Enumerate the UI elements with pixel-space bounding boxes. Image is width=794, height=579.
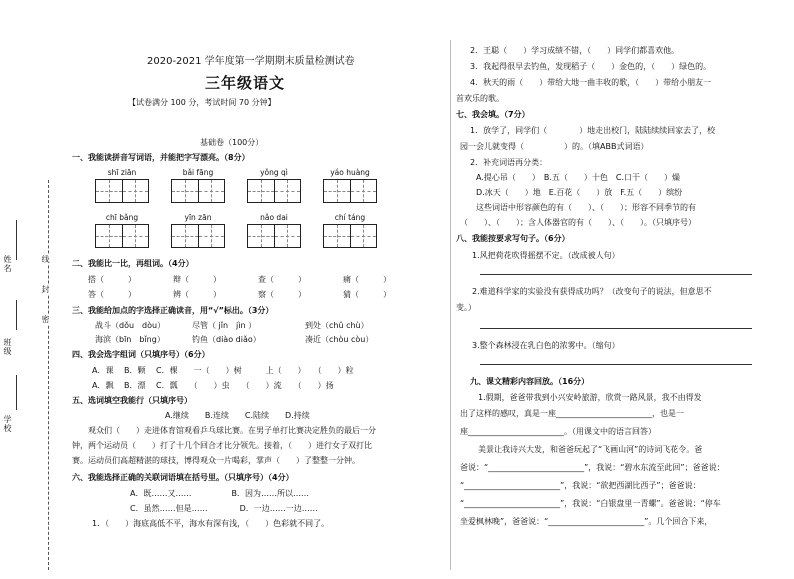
q5-title: 五、选词填空我能行（只填序号） bbox=[72, 396, 192, 405]
q4-row[interactable]: A．飘 B．漂 C．瓢 （ ）虫 （ ）流 （ ）扬 bbox=[92, 381, 334, 390]
writing-grid[interactable] bbox=[247, 224, 301, 248]
answer-line[interactable] bbox=[480, 364, 752, 365]
q9-text[interactable]: 爸说：“________________________”，我说：“碧水东流至此回”；爸爸说： bbox=[460, 463, 725, 472]
pinyin-5: chī bǎng bbox=[105, 213, 139, 222]
q2-item[interactable]: 察（ ） bbox=[258, 290, 306, 299]
q2-item[interactable]: 答（ ） bbox=[88, 290, 136, 299]
q7-item-1-cont[interactable]: 园一会儿就变得（ ）的。（填ABB式词语） bbox=[460, 142, 649, 151]
class-underline bbox=[16, 300, 17, 330]
q4-row[interactable]: A．课 B．颗 C．棵 一（ ）树 上（ ） （ ）粒 bbox=[92, 366, 354, 375]
q2-item[interactable]: 查（ ） bbox=[258, 275, 306, 284]
q9-text[interactable]: 座________________________。（用课文中的语言回答） bbox=[460, 427, 656, 436]
binding-dashed-line bbox=[48, 180, 49, 570]
writing-grid[interactable] bbox=[323, 179, 377, 203]
q6-item-4[interactable]: 4．秋天的雨（ ）带给大地一曲丰收的歌，（ ）带给小朋友一 bbox=[470, 78, 712, 87]
writing-grid[interactable] bbox=[171, 179, 225, 203]
seal-char-1: 封 bbox=[41, 285, 50, 294]
name-underline bbox=[16, 220, 17, 260]
q3-item[interactable]: 尽管（ jǐn jìn ） bbox=[192, 321, 257, 330]
q2-item[interactable]: 辩（ ） bbox=[173, 275, 221, 284]
writing-grid[interactable] bbox=[95, 179, 149, 203]
q7-title: 七、我会填。（7分） bbox=[456, 110, 530, 119]
exam-info: 【试卷满分 100 分，考试时间 70 分钟】 bbox=[128, 98, 276, 107]
q3-item[interactable]: 到处（chǔ chù） bbox=[305, 321, 369, 330]
pinyin-6: yīn zān bbox=[184, 213, 212, 222]
q9-text[interactable]: 1.假期，爸爸带我到小兴安岭旅游，欣赏一路风景，我不由得发 bbox=[478, 393, 702, 402]
q8-title: 八、我能按要求写句子。（6分） bbox=[456, 234, 570, 243]
q9-title: 九、课文精彩内容回放。（16分） bbox=[470, 377, 590, 386]
school-label: 学校 bbox=[3, 415, 12, 433]
pinyin-2: bǎi fāng bbox=[182, 168, 214, 177]
q4-title: 四、我会选字组词（只填序号）（6分） bbox=[72, 350, 210, 359]
answer-line[interactable] bbox=[480, 274, 752, 275]
writing-grid[interactable] bbox=[171, 224, 225, 248]
q9-text[interactable]: 出了这样的感叹，真是一座________________________，也是一 bbox=[460, 409, 684, 418]
q8-item-1: 1.风把荷花吹得摇摆不定。（改成被人句） bbox=[472, 251, 620, 260]
q9-text: 美景让我诗兴大发，和爸爸玩起了“飞画山河”的诗词飞花令。爸 bbox=[478, 445, 703, 454]
q2-item[interactable]: 猜（ ） bbox=[343, 290, 391, 299]
writing-grid[interactable] bbox=[95, 224, 149, 248]
q5-options: A.继续 B.连续 C.陆续 D.持续 bbox=[165, 411, 310, 420]
pinyin-1: shī ziān bbox=[107, 168, 137, 177]
q9-text[interactable]: “________________________”，我说：“白银盘里一青螺”。爸爸说：“停车 bbox=[460, 499, 721, 508]
writing-grid[interactable] bbox=[323, 224, 377, 248]
q8-item-3: 3.整个森林浸在乳白色的浓雾中。（缩句） bbox=[472, 341, 620, 350]
q2-item[interactable]: 搭（ ） bbox=[88, 275, 136, 284]
q9-text[interactable]: “________________________”，我说：“欲把西湖比西子”；爸爸说： bbox=[460, 481, 701, 490]
q6-item-2[interactable]: 2．王聪（ ）学习成绩不错，（ ）同学们都喜欢他。 bbox=[470, 46, 680, 55]
pinyin-8: chí táng bbox=[334, 213, 366, 222]
q2-item[interactable]: 辨（ ） bbox=[173, 290, 221, 299]
q2-title: 二、我能比一比，再组词。（4分） bbox=[72, 259, 194, 268]
writing-grid[interactable] bbox=[247, 179, 301, 203]
q6-options: A．既……又…… B．因为……所以…… bbox=[130, 489, 309, 498]
q3-item[interactable]: 海滨（bīn bǐng） bbox=[95, 335, 165, 344]
grade-subject-title: 三年级语文 bbox=[205, 74, 286, 92]
answer-line[interactable] bbox=[480, 328, 752, 329]
q6-item-1[interactable]: 1．（ ）海底高低不平，海水有深有浅，（ ）色彩就不同了。 bbox=[92, 519, 330, 528]
q3-item[interactable]: 钓鱼（diào diǎo） bbox=[192, 335, 261, 344]
section-title: 基础卷（100分） bbox=[200, 138, 264, 147]
q7-row[interactable]: （ ）、（ ）；含人体器官的有（ ）、（ ）。（只填序号） bbox=[460, 218, 696, 227]
q3-item[interactable]: 战斗（dǒu dòu） bbox=[95, 321, 166, 330]
pinyin-3: yǒng qì bbox=[260, 168, 288, 177]
seal-char-3: 密 bbox=[41, 315, 50, 324]
q5-paragraph[interactable]: 赛。运动员们高超精湛的球技，博得观众一片喝彩，掌声（ ）了整整一分钟。 bbox=[72, 456, 360, 465]
pinyin-7: nǎo dai bbox=[260, 213, 288, 222]
q5-paragraph[interactable]: 钟，两个运动员（ ）打了十几个回合才比分领先。接着，（ ）进行女子双打比 bbox=[72, 441, 372, 450]
name-label: 姓名 bbox=[3, 255, 12, 273]
school-underline bbox=[16, 375, 17, 410]
q6-options: C．虽然……但是…… D．一边……一边…… bbox=[130, 504, 318, 513]
q7-item-1[interactable]: 1．放学了，同学们（ ）地走出校门，陆陆续续回家去了，校 bbox=[470, 126, 716, 135]
q6-item-3[interactable]: 3．我起得很早去钓鱼，发现稻子（ ）金色的，（ ）绿色的。 bbox=[470, 62, 712, 71]
q3-item[interactable]: 凑近（chòu còu） bbox=[305, 335, 374, 344]
column-divider bbox=[450, 40, 451, 570]
q5-paragraph[interactable]: 观众们（ ）走进体育馆观看乒乓球比赛。在男子单打比赛决定胜负的最后一分 bbox=[88, 426, 376, 435]
q9-text[interactable]: 坐爱枫林晚”，爸爸说：“________________________”。几个回合下来， bbox=[460, 517, 713, 526]
q8-item-2: 2.难道科学家的实验没有获得成功吗？（改变句子的说法，但意思不 bbox=[472, 287, 712, 296]
q7-row[interactable]: 这些词语中形容颜色的有（ ）、（ ）；形容不同季节的有 bbox=[476, 203, 696, 212]
pinyin-4: yáo huàng bbox=[330, 168, 370, 177]
q7-row[interactable]: A.提心吊（ ） B.五（ ）十色 C.口干（ ）燥 bbox=[476, 173, 681, 182]
q8-item-2-cont: 变。） bbox=[456, 303, 476, 312]
q2-item[interactable]: 痛（ ） bbox=[343, 275, 391, 284]
seal-char-2: 线 bbox=[41, 255, 50, 264]
q6-item-4-cont: 首欢乐的歌。 bbox=[456, 94, 504, 103]
class-label: 班级 bbox=[3, 338, 12, 356]
q1-title: 一、我能读拼音写词语，并能把字写漂亮。（8分） bbox=[72, 153, 250, 162]
q7-row[interactable]: D.冰天（ ）地 E.百花（ ）放 F.五（ ）缤纷 bbox=[476, 188, 683, 197]
exam-title: 2020-2021 学年度第一学期期末质量检测试卷 bbox=[147, 56, 355, 67]
q3-title: 三、我能给加点的字选择正确读音，用“√”标出。（3分） bbox=[72, 306, 274, 315]
q6-title: 六、我能选择正确的关联词语填在括号里。（只填序号）（4分） bbox=[72, 473, 294, 482]
q7-item-2: 2．补充词语再分类： bbox=[470, 158, 548, 167]
